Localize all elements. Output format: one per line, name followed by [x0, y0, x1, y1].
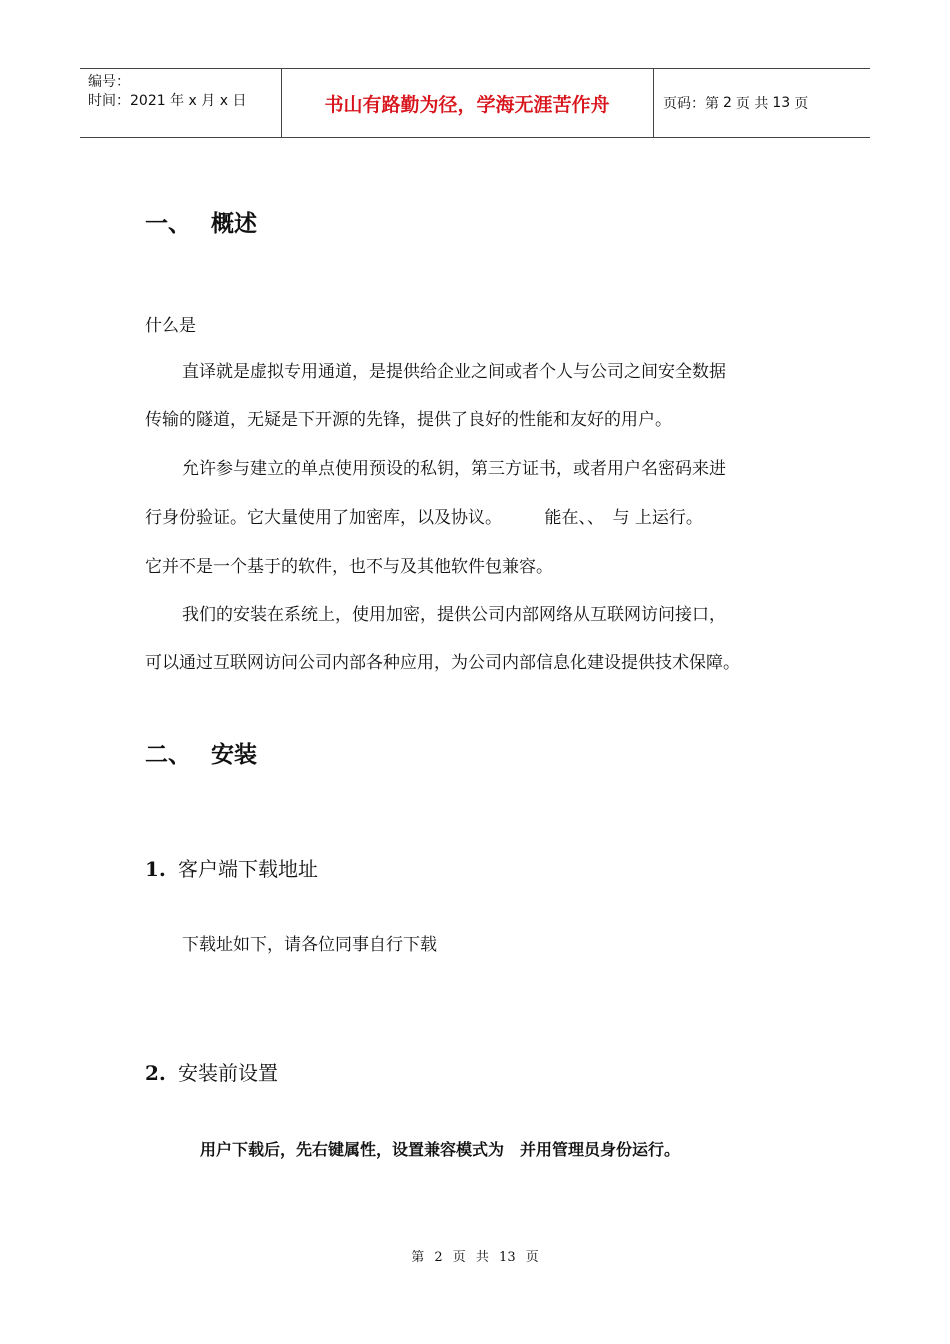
paragraph-line: 我们的安装在系统上，使用加密，提供公司内部网络从互联网访问接口，: [182, 605, 726, 625]
paragraph-line: 传输的隧道，无疑是下开源的先锋，提供了良好的性能和友好的用户。: [145, 410, 672, 430]
page-end: 页: [794, 96, 809, 112]
section-title: 概述: [211, 210, 257, 237]
page-footer: 第 2 页 共 13 页: [411, 1250, 539, 1265]
download-text: 下载址如下，请各位同事自行下载: [182, 935, 437, 955]
section-title: 安装: [211, 741, 257, 768]
paragraph-line: 它并不是一个基于的软件，也不与及其他软件包兼容。: [145, 557, 553, 577]
page-total: 13: [772, 95, 791, 111]
section-number: 一、: [145, 210, 191, 237]
header-meta: [88, 73, 278, 111]
page-current: 2: [723, 95, 732, 111]
subheading-number: 1.: [145, 857, 166, 881]
paragraph-line: 允许参与建立的单点使用预设的私钥，第三方证书，或者用户名密码来进: [182, 459, 726, 479]
section-heading-overview: [145, 205, 257, 238]
subheading-download: [145, 853, 318, 882]
section-heading-install: [145, 736, 257, 769]
subheading-presetup: [145, 1057, 278, 1086]
subheading-title: 客户端下载地址: [178, 857, 318, 881]
serial-label: 编号：: [88, 74, 130, 90]
subheading-number: 2.: [145, 1061, 166, 1085]
header-page-info: [663, 69, 868, 137]
document-header: [80, 68, 870, 138]
paragraph-line: 直译就是虚拟专用通道，是提供给企业之间或者个人与公司之间安全数据: [182, 362, 726, 382]
header-divider: [653, 69, 654, 137]
header-motto: 书山有路勤为径，学海无涯苦作舟: [324, 93, 610, 116]
section-number: 二、: [145, 741, 191, 768]
page-label: 页码：第: [663, 96, 719, 112]
question-text: 什么是: [145, 316, 196, 336]
page-mid: 页 共: [735, 96, 769, 112]
paragraph-line: 可以通过互联网访问公司内部各种应用，为公司内部信息化建设提供技术保障。: [145, 653, 740, 673]
setup-instruction: 用户下载后，先右键属性，设置兼容模式为 并用管理员身份运行。: [200, 1140, 681, 1159]
paragraph-line: 行身份验证。它大量使用了加密库，以及协议。 能在、、 与 上运行。: [145, 508, 703, 528]
subheading-title: 安装前设置: [178, 1061, 278, 1085]
date-text: 时间：2021 年 x 月 x 日: [88, 93, 247, 109]
